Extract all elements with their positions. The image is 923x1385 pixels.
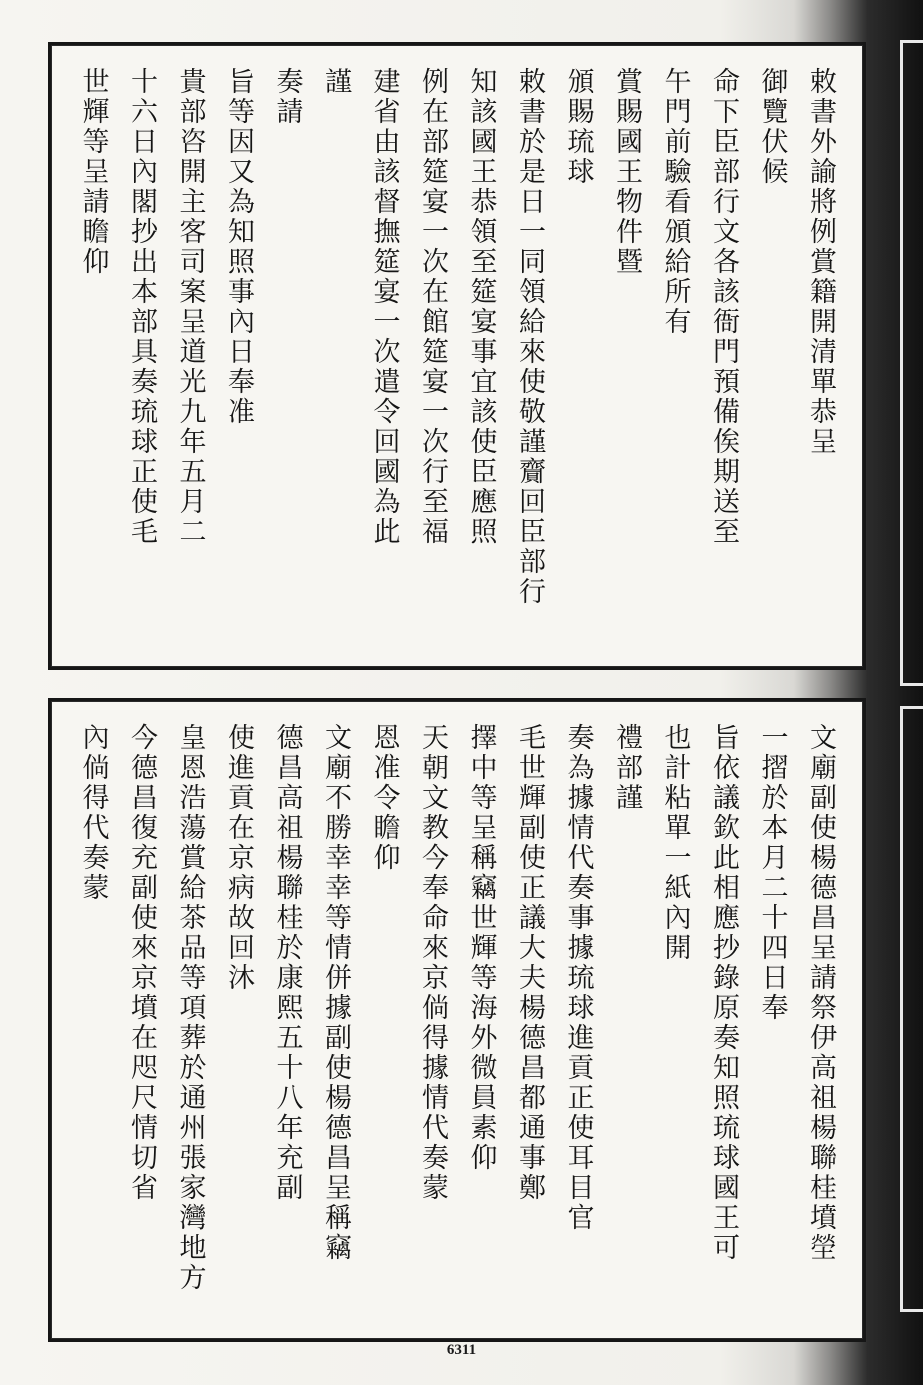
bottom-text-column-12: 德昌高祖楊聯桂於康熙五十八年充副 xyxy=(271,723,303,1203)
top-text-column-14: 貴部咨開主客司案呈道光九年五月二 xyxy=(174,67,206,547)
top-text-column-1: 敕書外諭將例賞籍開清單恭呈 xyxy=(805,67,836,457)
top-text-column-5: 賞賜國王物件暨 xyxy=(611,67,642,277)
adjacent-page-border-bottom xyxy=(900,706,923,1312)
top-text-column-4: 午門前驗看頒給所有 xyxy=(659,67,691,337)
bottom-text-column-16: 內倘得代奏蒙 xyxy=(77,723,109,903)
top-text-column-13: 旨等因又為知照事內日奉准 xyxy=(223,67,254,427)
top-text-column-9: 例在部筵宴一次在館筵宴一次行至福 xyxy=(417,67,448,547)
bottom-text-column-9: 天朝文教今奉命來京倘得據情代奏蒙 xyxy=(417,723,448,1203)
top-text-column-7: 敕書於是日一同領給來使敬謹齎回臣部行 xyxy=(514,67,545,607)
top-document-panel xyxy=(48,42,866,670)
bottom-text-column-7: 毛世輝副使正議大夫楊德昌都通事鄭 xyxy=(514,723,545,1203)
bottom-text-column-13: 使進貢在京病故回沐 xyxy=(223,723,254,993)
bottom-text-columns xyxy=(69,723,845,1319)
top-text-column-6: 頒賜琉球 xyxy=(562,67,594,187)
bottom-text-column-1: 文廟副使楊德昌呈請祭伊高祖楊聯桂墳塋 xyxy=(805,723,836,1263)
bottom-text-column-3: 旨依議欽此相應抄錄原奏知照琉球國王可 xyxy=(708,723,739,1263)
top-text-column-10: 建省由該督撫筵宴一次遣令回國為此 xyxy=(368,67,400,547)
bottom-text-column-8: 擇中等呈稱竊世輝等海外微員素仰 xyxy=(465,723,497,1173)
bottom-text-column-15: 今德昌復充副使來京墳在咫尺情切省 xyxy=(126,723,157,1203)
bottom-text-column-11: 文廟不勝幸幸等情併據副使楊德昌呈稱竊 xyxy=(320,723,351,1263)
top-text-column-8: 知該國王恭領至筵宴事宜該使臣應照 xyxy=(465,67,497,547)
bottom-text-column-5: 禮部謹 xyxy=(611,723,642,813)
bottom-document-panel xyxy=(48,698,866,1342)
top-text-column-11: 謹 xyxy=(320,67,351,97)
bottom-text-column-14: 皇恩浩蕩賞給茶品等項葬於通州張家灣地方 xyxy=(174,723,206,1293)
top-text-column-3: 命下臣部行文各該衙門預備俟期送至 xyxy=(708,67,739,547)
adjacent-page-border-top xyxy=(900,40,923,686)
top-text-column-15: 十六日內閣抄出本部具奏琉球正使毛 xyxy=(126,67,157,547)
top-text-column-12: 奏請 xyxy=(271,67,303,127)
bottom-text-column-10: 恩准令瞻仰 xyxy=(368,723,400,873)
top-text-columns xyxy=(69,67,845,647)
top-text-column-16: 世輝等呈請瞻仰 xyxy=(77,67,109,277)
bottom-text-column-2: 一摺於本月二十四日奉 xyxy=(756,723,788,1023)
bottom-text-column-4: 也計粘單一紙內開 xyxy=(659,723,691,963)
bottom-text-column-6: 奏為據情代奏事據琉球進貢正使耳目官 xyxy=(562,723,594,1233)
page-number: 6311 xyxy=(446,1342,477,1358)
top-text-column-2: 御覽伏候 xyxy=(756,67,788,187)
